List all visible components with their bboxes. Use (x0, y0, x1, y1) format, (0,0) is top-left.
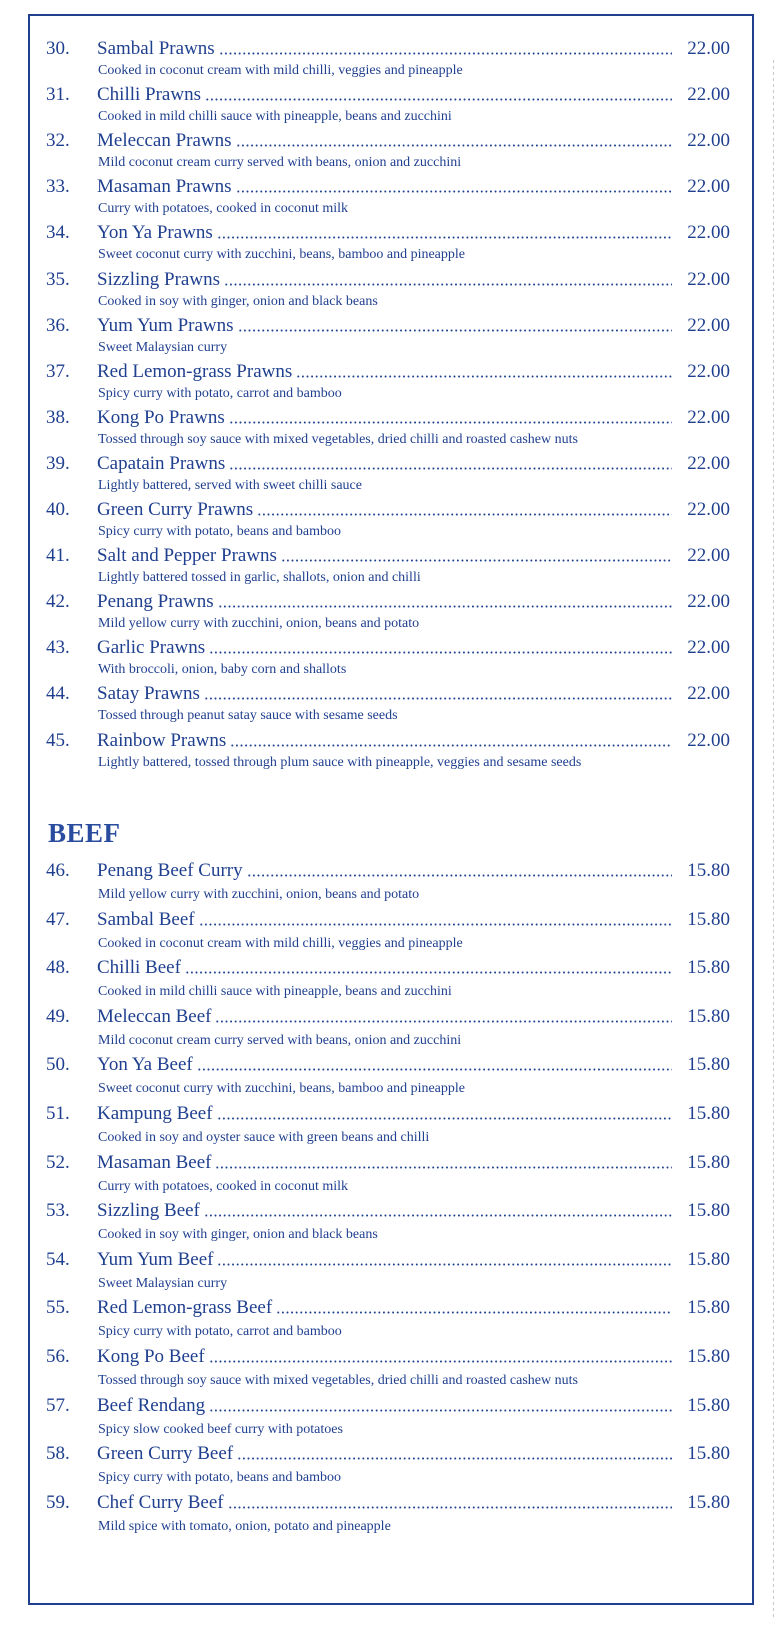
menu-item (0, 957, 780, 1003)
item-price: 22.00 (687, 84, 730, 106)
item-name: Yum Yum Prawns (97, 314, 234, 336)
menu-item (0, 730, 780, 776)
item-description: Lightly battered, served with sweet chilli sauce (98, 477, 362, 493)
item-number: 49. (46, 1005, 70, 1027)
dot-leader (217, 1263, 672, 1266)
dot-leader (296, 375, 672, 378)
item-name: Beef Rendang (97, 1394, 206, 1416)
item-name: Capatain Prawns (97, 452, 226, 474)
item-number: 48. (46, 957, 70, 979)
item-price: 22.00 (687, 268, 730, 290)
item-line (97, 637, 730, 659)
dot-leader (229, 421, 672, 424)
item-number: 38. (46, 406, 70, 428)
item-name: Sizzling Prawns (97, 268, 220, 290)
item-description: Sweet Malaysian curry (98, 339, 228, 355)
item-line (97, 361, 730, 383)
item-price: 15.80 (687, 957, 730, 979)
dot-leader (276, 1311, 672, 1314)
item-number: 50. (46, 1054, 70, 1076)
item-line (97, 407, 730, 429)
menu-item (0, 453, 780, 499)
item-number: 39. (46, 452, 70, 474)
item-description: Lightly battered, tossed through plum sauce with pineapple, veggies and sesame seeds (98, 754, 582, 770)
item-description: Cooked in soy with ginger, onion and black beans (98, 293, 378, 309)
dot-leader (205, 98, 672, 101)
dot-leader (224, 283, 672, 286)
item-price: 15.80 (687, 1103, 730, 1124)
dot-leader (229, 467, 672, 470)
item-description: Mild coconut cream curry served with beans, onion and zucchini (98, 155, 462, 171)
item-price: 15.80 (687, 1443, 730, 1465)
item-name: Penang Prawns (97, 591, 214, 613)
item-description: Cooked in mild chilli sauce with pineapple, beans and zucchini (98, 109, 452, 125)
menu-item (0, 1346, 780, 1392)
item-name: Chef Curry Beef (97, 1491, 224, 1513)
item-number: 30. (46, 38, 70, 59)
item-description: Lightly battered tossed in garlic, shallots, onion and chilli (98, 570, 421, 586)
dot-leader (281, 559, 672, 562)
item-number: 35. (46, 268, 70, 290)
item-price: 22.00 (687, 591, 730, 613)
item-number: 58. (46, 1443, 70, 1465)
item-price: 15.80 (687, 1346, 730, 1367)
item-number: 57. (46, 1394, 70, 1416)
item-name: Masaman Beef (97, 1151, 212, 1173)
item-price: 15.80 (687, 1394, 730, 1416)
item-description: Mild yellow curry with zucchini, onion, beans and potato (98, 887, 420, 902)
menu-item (0, 222, 780, 268)
item-description: Cooked in soy and oyster sauce with green beans and chilli (98, 1130, 430, 1145)
item-number: 46. (46, 860, 70, 881)
menu-item (0, 637, 780, 683)
item-price: 22.00 (687, 314, 730, 336)
dot-leader (236, 144, 672, 147)
item-price: 15.80 (687, 1054, 730, 1076)
item-number: 56. (46, 1346, 70, 1367)
menu-item (0, 1395, 780, 1441)
menu-item (0, 683, 780, 729)
item-description: Sweet coconut curry with zucchini, beans, bamboo and pineapple (98, 247, 465, 263)
item-price: 15.80 (687, 1248, 730, 1270)
item-name: Rainbow Prawns (97, 729, 227, 751)
dot-leader (199, 923, 672, 926)
menu-item (0, 1152, 780, 1198)
item-price: 22.00 (687, 637, 730, 659)
item-name: Sambal Beef (97, 908, 195, 930)
dot-leader (215, 1166, 672, 1169)
item-line (97, 909, 730, 931)
menu-item (0, 84, 780, 130)
item-price: 22.00 (687, 130, 730, 152)
menu-item (0, 38, 780, 84)
item-name: Kampung Beef (97, 1103, 213, 1124)
item-name: Kong Po Prawns (97, 406, 225, 428)
item-price: 22.00 (687, 222, 730, 244)
item-price: 22.00 (687, 38, 730, 59)
item-line (97, 84, 730, 106)
item-price: 15.80 (687, 860, 730, 881)
item-description: With broccoli, onion, baby corn and shallots (98, 662, 347, 678)
item-line (97, 453, 730, 475)
item-name: Green Curry Prawns (97, 499, 254, 520)
item-line (97, 545, 730, 567)
dot-leader (230, 744, 672, 747)
item-number: 41. (46, 545, 70, 567)
menu-item (0, 315, 780, 361)
item-line (97, 1200, 730, 1222)
item-name: Kong Po Beef (97, 1346, 205, 1367)
item-name: Satay Prawns (97, 683, 200, 705)
item-name: Meleccan Beef (97, 1005, 212, 1027)
item-line (97, 957, 730, 979)
item-name: Penang Beef Curry (97, 860, 243, 881)
item-number: 59. (46, 1491, 70, 1513)
menu-item (0, 909, 780, 955)
menu-item (0, 1249, 780, 1295)
item-description: Cooked in coconut cream with mild chilli, veggies and pineapple (98, 63, 463, 78)
item-number: 31. (46, 84, 70, 106)
item-description: Cooked in mild chilli sauce with pineapple, beans and zucchini (98, 984, 452, 1000)
item-description: Curry with potatoes, cooked in coconut milk (98, 1178, 349, 1194)
item-number: 44. (46, 683, 70, 705)
dot-leader (228, 1506, 672, 1509)
menu-item (0, 1054, 780, 1100)
dot-leader (204, 1214, 672, 1217)
item-price: 15.80 (687, 908, 730, 930)
item-description: Mild coconut cream curry served with beans, onion and zucchini (98, 1032, 462, 1048)
item-description: Sweet coconut curry with zucchini, beans, bamboo and pineapple (98, 1081, 465, 1097)
item-name: Red Lemon-grass Beef (97, 1297, 273, 1319)
item-line (97, 499, 730, 521)
item-description: Cooked in coconut cream with mild chilli, veggies and pineapple (98, 935, 463, 951)
item-price: 15.80 (687, 1200, 730, 1222)
dot-leader (247, 874, 672, 877)
item-line (97, 1054, 730, 1076)
item-line (97, 1006, 730, 1028)
section-heading-beef: BEEF (48, 818, 121, 848)
item-description: Mild spice with tomato, onion, potato and pineapple (98, 1518, 391, 1534)
item-line (97, 591, 730, 613)
menu-item (0, 1103, 780, 1149)
item-name: Green Curry Beef (97, 1443, 234, 1465)
item-price: 15.80 (687, 1151, 730, 1173)
item-price: 22.00 (687, 452, 730, 474)
item-number: 55. (46, 1297, 70, 1319)
menu-item (0, 499, 780, 545)
dot-leader (215, 1020, 672, 1023)
item-line (97, 176, 730, 198)
menu-item (0, 1006, 780, 1052)
item-description: Spicy curry with potato, beans and bamboo (98, 524, 342, 539)
menu-item (0, 860, 780, 906)
item-number: 53. (46, 1200, 70, 1222)
dot-leader (217, 236, 672, 239)
menu-item (0, 1492, 780, 1538)
item-line (97, 269, 730, 291)
dot-leader (218, 605, 672, 608)
item-description: Tossed through soy sauce with mixed vegetables, dried chilli and roasted cashew nuts (98, 1373, 578, 1388)
dot-leader (204, 697, 672, 700)
item-number: 54. (46, 1248, 70, 1270)
item-description: Cooked in soy with ginger, onion and black beans (98, 1227, 378, 1243)
item-description: Spicy curry with potato, beans and bamboo (98, 1470, 342, 1486)
item-line (97, 1395, 730, 1417)
menu-item (0, 176, 780, 222)
item-number: 36. (46, 314, 70, 336)
item-line (97, 1346, 730, 1368)
menu-item (0, 130, 780, 176)
item-number: 42. (46, 591, 70, 613)
item-description: Tossed through peanut satay sauce with sesame seeds (98, 708, 398, 724)
item-number: 52. (46, 1151, 70, 1173)
item-description: Mild yellow curry with zucchini, onion, beans and potato (98, 616, 420, 632)
item-name: Red Lemon-grass Prawns (97, 360, 293, 382)
item-name: Sizzling Beef (97, 1200, 200, 1222)
item-name: Masaman Prawns (97, 176, 232, 198)
menu-item (0, 361, 780, 407)
item-number: 34. (46, 222, 70, 244)
item-number: 51. (46, 1103, 70, 1124)
item-number: 45. (46, 729, 70, 751)
item-line (97, 1492, 730, 1514)
dot-leader (219, 52, 672, 55)
item-line (97, 683, 730, 705)
item-number: 40. (46, 499, 70, 520)
item-number: 32. (46, 130, 70, 152)
item-price: 22.00 (687, 545, 730, 567)
item-name: Yon Ya Prawns (97, 222, 213, 244)
dot-leader (257, 513, 672, 516)
item-line (97, 315, 730, 337)
item-description: Tossed through soy sauce with mixed vegetables, dried chilli and roasted cashew nuts (98, 431, 578, 447)
item-name: Salt and Pepper Prawns (97, 545, 277, 567)
item-price: 22.00 (687, 406, 730, 428)
item-line (97, 38, 730, 60)
item-price: 22.00 (687, 499, 730, 520)
item-description: Curry with potatoes, cooked in coconut milk (98, 201, 349, 217)
item-name: Yon Ya Beef (97, 1054, 193, 1076)
dot-leader (209, 651, 672, 654)
item-line (97, 130, 730, 152)
item-name: Meleccan Prawns (97, 130, 232, 152)
item-number: 37. (46, 360, 70, 382)
dot-leader (197, 1068, 672, 1071)
item-price: 15.80 (687, 1491, 730, 1513)
item-line (97, 1103, 730, 1125)
dot-leader (237, 1457, 672, 1460)
item-description: Spicy curry with potato, carrot and bamboo (98, 385, 342, 401)
dot-leader (217, 1117, 672, 1120)
dot-leader (185, 971, 672, 974)
item-name: Chilli Prawns (97, 84, 201, 106)
item-line (97, 1297, 730, 1319)
item-price: 22.00 (687, 176, 730, 198)
dot-leader (236, 190, 672, 193)
dot-leader (209, 1409, 672, 1412)
menu-item (0, 407, 780, 453)
dot-leader (238, 329, 672, 332)
item-price: 15.80 (687, 1005, 730, 1027)
item-name: Chilli Beef (97, 957, 181, 979)
item-name: Sambal Prawns (97, 38, 215, 59)
menu-item (0, 591, 780, 637)
item-number: 33. (46, 176, 70, 198)
menu-item (0, 1297, 780, 1343)
menu-item (0, 545, 780, 591)
item-price: 22.00 (687, 729, 730, 751)
item-price: 22.00 (687, 683, 730, 705)
item-description: Sweet Malaysian curry (98, 1275, 228, 1291)
menu-item (0, 1443, 780, 1489)
menu-item (0, 1200, 780, 1246)
item-description: Spicy curry with potato, carrot and bamboo (98, 1324, 342, 1340)
item-number: 47. (46, 908, 70, 930)
item-line (97, 1152, 730, 1174)
menu-item (0, 269, 780, 315)
dot-leader (209, 1360, 672, 1363)
item-name: Garlic Prawns (97, 637, 206, 659)
item-line (97, 1249, 730, 1271)
item-name: Yum Yum Beef (97, 1248, 214, 1270)
item-line (97, 730, 730, 752)
item-number: 43. (46, 637, 70, 659)
item-price: 15.80 (687, 1297, 730, 1319)
item-description: Spicy slow cooked beef curry with potatoes (98, 1421, 343, 1437)
item-line (97, 222, 730, 244)
item-line (97, 860, 730, 882)
item-price: 22.00 (687, 360, 730, 382)
item-line (97, 1443, 730, 1465)
